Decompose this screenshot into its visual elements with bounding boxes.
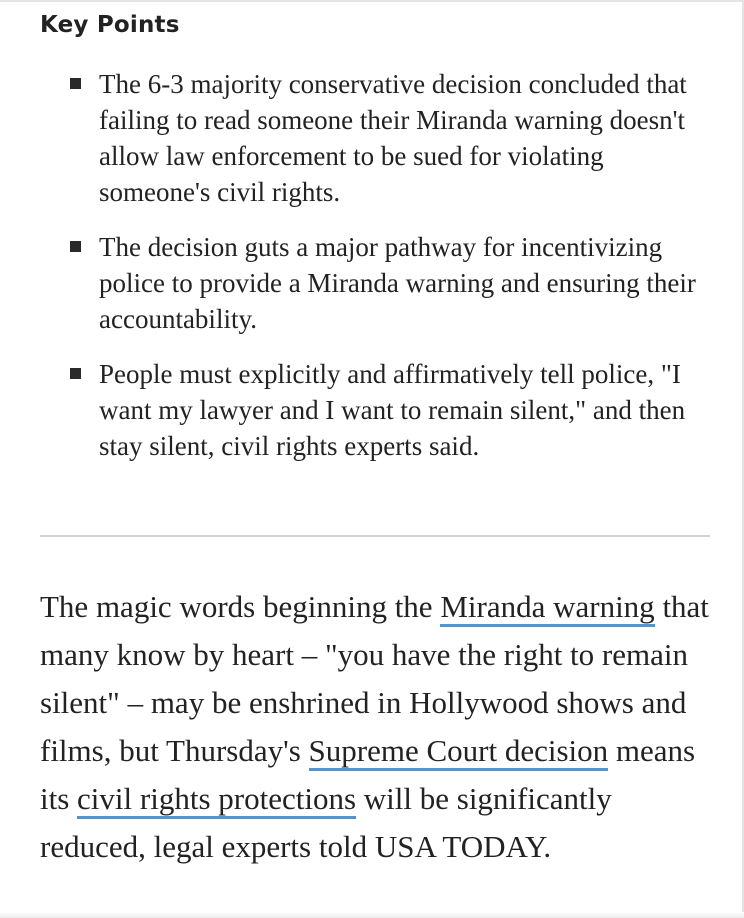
- key-point-text: The 6-3 majority conservative decision concluded that failing to read someone their Miranda warning doesn't allow law enforcement to be sued for violating someone's civil rights.: [99, 69, 687, 207]
- key-point-item: [70, 229, 720, 337]
- key-point-text: People must explicitly and affirmatively tell police, "I want my lawyer and I want to remain silent," and then stay silent, civil rights experts said.: [99, 359, 686, 461]
- section-divider: [40, 535, 710, 537]
- key-point-item: [70, 356, 720, 464]
- bottom-edge-shadow: [0, 912, 744, 918]
- paragraph-text: The magic words beginning the: [40, 589, 441, 624]
- key-points-heading: Key Points: [40, 12, 180, 38]
- frame-top-border: [0, 0, 744, 2]
- key-points-list: [70, 66, 720, 483]
- square-bullet-icon: [70, 78, 81, 89]
- paragraph-text: means its: [40, 733, 696, 816]
- civil-rights-protections-link[interactable]: civil rights protections: [77, 781, 356, 819]
- paragraph-text: will be significantly reduced, legal experts told USA TODAY.: [40, 781, 612, 864]
- key-point-text: The decision guts a major pathway for incentivizing police to provide a Miranda warning and ensuring their accountability.: [99, 232, 696, 334]
- miranda-warning-link[interactable]: Miranda warning: [440, 589, 654, 627]
- supreme-court-decision-link[interactable]: Supreme Court decision: [309, 733, 609, 771]
- article-paragraph: [40, 583, 710, 871]
- square-bullet-icon: [70, 241, 81, 252]
- square-bullet-icon: [70, 368, 81, 379]
- paragraph-text: that many know by heart – "you have the right to remain silent" – may be enshrined in Hollywood shows and films, but Thursday's: [40, 589, 709, 768]
- key-point-item: [70, 66, 720, 210]
